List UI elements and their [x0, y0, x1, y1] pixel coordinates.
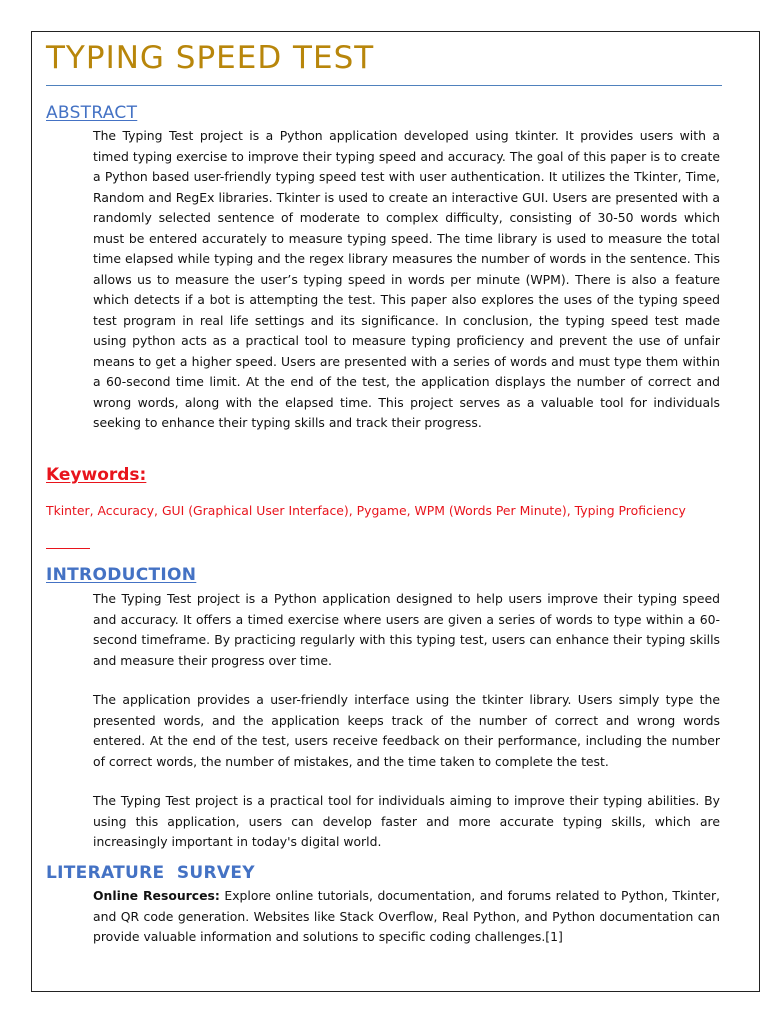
- introduction-heading: INTRODUCTION: [46, 565, 197, 585]
- online-resources-label: Online Resources:: [93, 888, 220, 903]
- keywords-text: Tkinter, Accuracy, GUI (Graphical User Interface), Pygame, WPM (Words Per Minute), Typing Proficiency: [46, 503, 686, 518]
- introduction-paragraph-3: The Typing Test project is a practical tool for individuals aiming to improve their typing abilities. By using this application, users can develop faster and more accurate typing skills, which are increasingly important in today's digital world.: [93, 793, 720, 849]
- literature-survey-body: [93, 886, 720, 948]
- keywords-divider: [46, 548, 90, 549]
- literature-survey-heading: LITERATURE SURVEY: [46, 863, 255, 883]
- document-title: TYPING SPEED TEST: [46, 40, 375, 76]
- introduction-paragraph-2: The application provides a user-friendly interface using the tkinter library. Users simply type the presented words, and the application keeps track of the number of correct and wrong words entered. At the end of the test, users receive feedback on their performance, including the number of correct words, the number of mistakes, and the time taken to complete the test.: [93, 692, 720, 769]
- abstract-heading: ABSTRACT: [46, 103, 138, 123]
- abstract-body: The Typing Test project is a Python application developed using tkinter. It provides users with a timed typing exercise to improve their typing speed and accuracy. The goal of this paper is to create a Python based user-friendly typing speed test with user authentication. It utilizes the Tkinter, Time, Random and RegEx libraries. Tkinter is used to create an interactive GUI. Users are presented with a randomly selected sentence of moderate to complex difficulty, consisting of 30-50 words which must be entered accurately to measure typing speed. The time library is used to measure the total time elapsed while typing and the regex library measures the number of words in the sentence. This allows us to measure the user’s typing speed in words per minute (WPM). There is also a feature which detects if a bot is attempting the test. This paper also explores the uses of the typing speed test program in real life settings and its significance. In conclusion, the typing speed test made using python acts as a practical tool to measure typing proficiency and prevent the use of unfair means to get a higher speed. Users are presented with a series of words and must type them within a 60-second time limit. At the end of the test, the application displays the number of correct and wrong words, along with the elapsed time. This project serves as a valuable tool for individuals seeking to enhance their typing skills and track their progress.: [93, 128, 720, 430]
- title-divider: [46, 85, 722, 86]
- literature-survey-text: Explore online tutorials, documentation, and forums related to Python, Tkinter, and QR code generation. Websites like Stack Overflow, Real Python, and Python documentation can provide valuable information and solutions to specific coding challenges.[1]: [93, 888, 720, 944]
- introduction-paragraph-1: The Typing Test project is a Python application designed to help users improve their typing speed and accuracy. It offers a timed exercise where users are given a series of words to type within a 60-second timeframe. By practicing regularly with this typing test, users can enhance their typing skills and measure their progress over time.: [93, 591, 720, 668]
- keywords-heading: Keywords:: [46, 465, 147, 485]
